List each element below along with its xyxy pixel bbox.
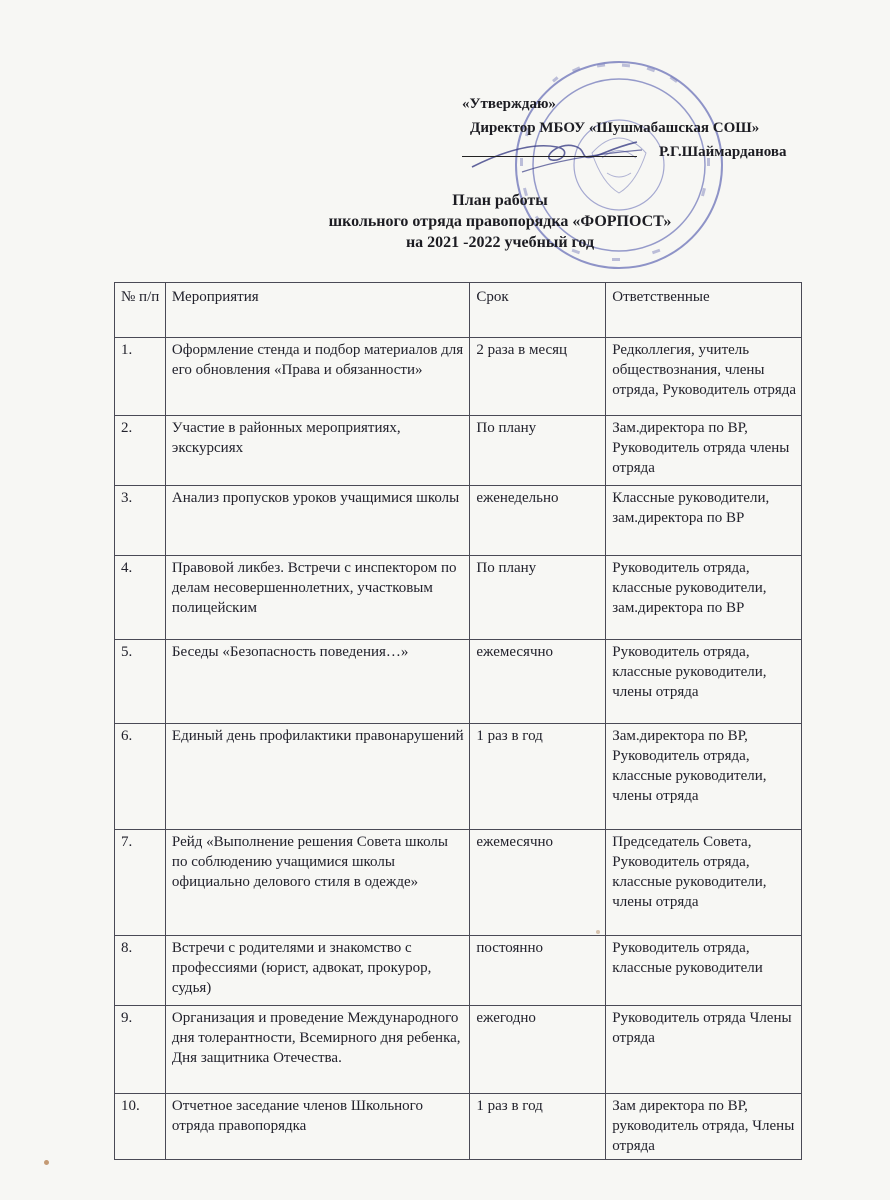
table-row [115,556,802,640]
row-term: 2 раза в месяц [470,338,606,416]
row-responsible: Зам.директора по ВР, Руководитель отряда члены отряда [606,416,802,486]
row-term: еженедельно [470,486,606,556]
row-number: 10. [115,1094,166,1160]
row-number: 2. [115,416,166,486]
title-line-1: План работы [452,192,548,209]
header-events: Мероприятия [165,283,469,338]
table-row [115,1094,802,1160]
row-term: По плану [470,556,606,640]
row-event: Единый день профилактики правонарушений [165,724,469,830]
row-responsible: Редколлегия, учитель обществознания, члены отряда, Руководитель отряда [606,338,802,416]
row-event: Анализ пропусков уроков учащимися школы [165,486,469,556]
row-term: 1 раз в год [470,724,606,830]
row-responsible: Зам директора по ВР, руководитель отряда, Члены отряда [606,1094,802,1160]
row-responsible: Руководитель отряда, классные руководители, зам.директора по ВР [606,556,802,640]
row-event: Встречи с родителями и знакомство с профессиями (юрист, адвокат, прокурор, судья) [165,936,469,1006]
header-responsible: Ответственные [606,283,802,338]
table-header-row [115,283,802,338]
table-row [115,936,802,1006]
title-line-3: на 2021 -2022 учебный год [405,234,595,251]
row-number: 1. [115,338,166,416]
row-term: ежемесячно [470,640,606,724]
row-event: Рейд «Выполнение решения Совета школы по соблюдению учащимися школы официально делового стиля в одежде» [165,830,469,936]
row-number: 9. [115,1006,166,1094]
row-event: Оформление стенда и подбор материалов для его обновления «Права и обязанности» [165,338,469,416]
row-event: Правовой ликбез. Встречи с инспектором по делам несовершеннолетних, участковым полицейским [165,556,469,640]
row-term: постоянно [470,936,606,1006]
row-event: Беседы «Безопасность поведения…» [165,640,469,724]
row-term: ежегодно [470,1006,606,1094]
table-row [115,724,802,830]
row-term: По плану [470,416,606,486]
row-responsible: Классные руководители, зам.директора по ВР [606,486,802,556]
table-row [115,1006,802,1094]
row-number: 4. [115,556,166,640]
row-event: Отчетное заседание членов Школьного отряда правопорядка [165,1094,469,1160]
paper-speck [596,930,600,934]
row-number: 5. [115,640,166,724]
header-term: Срок [470,283,606,338]
title-line-2: школьного отряда правопорядка «ФОРПОСТ» [328,213,672,230]
row-event: Участие в районных мероприятиях, экскурсиях [165,416,469,486]
approval-block [462,92,786,164]
row-term: ежемесячно [470,830,606,936]
approval-director-title: Директор МБОУ «Шушмабашская СОШ» [470,120,760,136]
document-title [0,190,890,253]
row-responsible: Руководитель отряда Члены отряда [606,1006,802,1094]
approval-heading: «Утверждаю» [462,96,556,112]
row-responsible: Зам.директора по ВР, Руководитель отряда, классные руководители, члены отряда [606,724,802,830]
header-number: № п/п [115,283,166,338]
table-row [115,830,802,936]
table-row [115,338,802,416]
plan-table [114,282,802,1160]
row-responsible: Руководитель отряда, классные руководители [606,936,802,1006]
row-number: 7. [115,830,166,936]
signature-line [462,140,637,157]
table-row [115,486,802,556]
table-row [115,416,802,486]
row-number: 3. [115,486,166,556]
paper-speck [44,1160,49,1165]
approval-director-name: Р.Г.Шаймарданова [659,144,787,160]
row-responsible: Председатель Совета, Руководитель отряда, классные руководители, члены отряда [606,830,802,936]
row-term: 1 раз в год [470,1094,606,1160]
row-event: Организация и проведение Международного дня толерантности, Всемирного дня ребенка, Дня защитника Отечества. [165,1006,469,1094]
row-responsible: Руководитель отряда, классные руководители, члены отряда [606,640,802,724]
row-number: 8. [115,936,166,1006]
table-row [115,640,802,724]
row-number: 6. [115,724,166,830]
